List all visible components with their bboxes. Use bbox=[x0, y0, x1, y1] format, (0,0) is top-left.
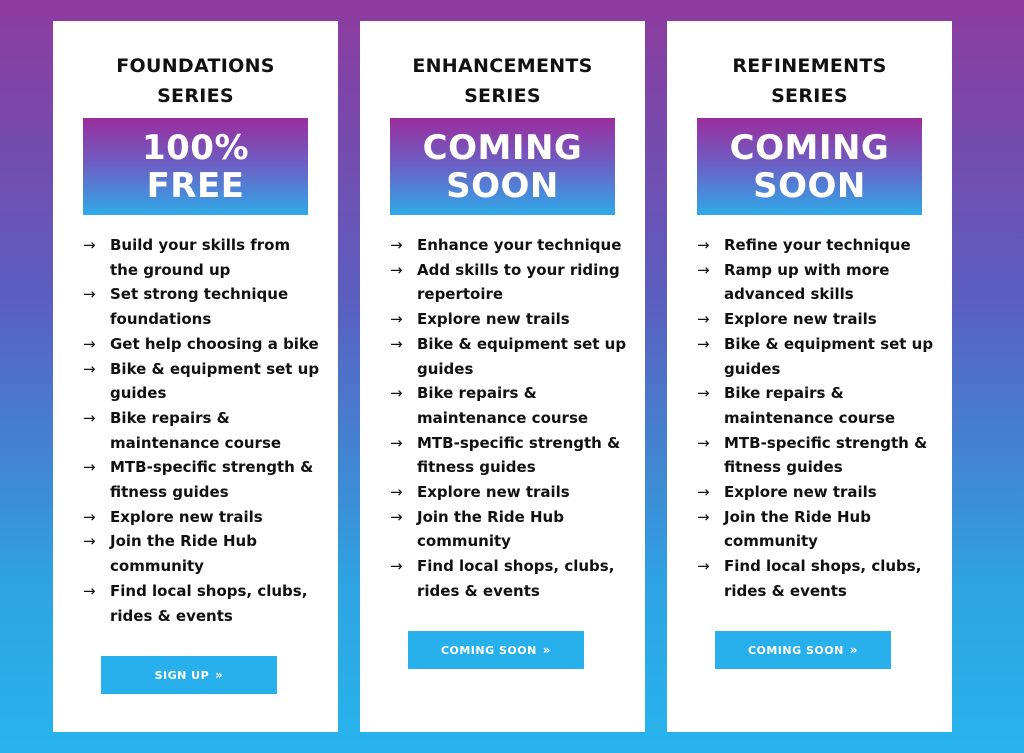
price-banner bbox=[83, 118, 308, 215]
sign-up-button[interactable]: SIGN UP » bbox=[101, 656, 277, 694]
arrow-right-icon: → bbox=[390, 236, 403, 254]
feature-item: → Explore new trails bbox=[697, 480, 937, 505]
coming-soon-banner bbox=[697, 118, 922, 215]
feature-item: → Build your skills from the ground up bbox=[83, 233, 323, 282]
feature-item: → Explore new trails bbox=[390, 480, 630, 505]
card-title-line2: SERIES bbox=[464, 85, 541, 107]
arrow-right-icon: → bbox=[390, 507, 403, 526]
double-chevron-right-icon: » bbox=[849, 643, 859, 657]
banner-line1: COMING bbox=[729, 128, 890, 168]
arrow-right-icon: → bbox=[83, 359, 96, 378]
feature-item: → Bike & equipment set up guides bbox=[83, 357, 323, 406]
arrow-right-icon: → bbox=[697, 384, 710, 403]
arrow-right-icon: → bbox=[83, 236, 96, 254]
arrow-right-icon: → bbox=[83, 458, 96, 477]
feature-item: → Find local shops, clubs, rides & events bbox=[390, 554, 630, 603]
feature-item: → Explore new trails bbox=[390, 307, 630, 332]
coming-soon-button[interactable]: COMING SOON » bbox=[715, 631, 891, 669]
feature-item: → Add skills to your riding repertoire bbox=[390, 258, 630, 307]
card-title bbox=[667, 51, 952, 111]
feature-list bbox=[697, 233, 937, 604]
feature-item: → Bike repairs & maintenance course bbox=[83, 406, 323, 455]
banner-line2: SOON bbox=[446, 166, 559, 206]
pricing-card-foundations bbox=[53, 21, 338, 732]
banner-line1: 100% bbox=[141, 128, 250, 168]
banner-line2: FREE bbox=[146, 166, 245, 206]
feature-item: → Ramp up with more advanced skills bbox=[697, 258, 937, 307]
feature-item: → Explore new trails bbox=[83, 505, 323, 530]
arrow-right-icon: → bbox=[83, 581, 96, 600]
feature-item: → Get help choosing a bike bbox=[83, 332, 323, 357]
card-title bbox=[360, 51, 645, 111]
feature-item: → Enhance your technique bbox=[390, 233, 630, 258]
feature-item: → Set strong technique foundations bbox=[83, 282, 323, 331]
feature-item: → Explore new trails bbox=[697, 307, 937, 332]
card-title-line1: REFINEMENTS bbox=[732, 55, 887, 77]
arrow-right-icon: → bbox=[83, 507, 96, 526]
feature-item: → Bike repairs & maintenance course bbox=[390, 381, 630, 430]
arrow-right-icon: → bbox=[697, 236, 710, 254]
card-title-line2: SERIES bbox=[157, 85, 234, 107]
arrow-right-icon: → bbox=[697, 260, 710, 279]
card-title bbox=[53, 51, 338, 111]
arrow-right-icon: → bbox=[83, 408, 96, 427]
arrow-right-icon: → bbox=[83, 285, 96, 304]
card-title-line1: ENHANCEMENTS bbox=[412, 55, 593, 77]
arrow-right-icon: → bbox=[390, 384, 403, 403]
feature-item: → Bike & equipment set up guides bbox=[697, 332, 937, 381]
arrow-right-icon: → bbox=[390, 310, 403, 329]
arrow-right-icon: → bbox=[697, 483, 710, 502]
coming-soon-button[interactable]: COMING SOON » bbox=[408, 631, 584, 669]
feature-item: → MTB-specific strength & fitness guides bbox=[697, 431, 937, 480]
arrow-right-icon: → bbox=[390, 433, 403, 452]
feature-item: → Find local shops, clubs, rides & events bbox=[83, 579, 323, 628]
card-title-line2: SERIES bbox=[771, 85, 848, 107]
feature-item: → Refine your technique bbox=[697, 233, 937, 258]
feature-item: → Join the Ride Hub community bbox=[697, 505, 937, 554]
arrow-right-icon: → bbox=[390, 557, 403, 576]
feature-item: → Find local shops, clubs, rides & events bbox=[697, 554, 937, 603]
arrow-right-icon: → bbox=[390, 483, 403, 502]
arrow-right-icon: → bbox=[83, 532, 96, 551]
arrow-right-icon: → bbox=[697, 433, 710, 452]
arrow-right-icon: → bbox=[697, 557, 710, 576]
pricing-card-enhancements bbox=[360, 21, 645, 732]
arrow-right-icon: → bbox=[697, 310, 710, 329]
feature-item: → Join the Ride Hub community bbox=[83, 529, 323, 578]
arrow-right-icon: → bbox=[390, 334, 403, 353]
double-chevron-right-icon: » bbox=[215, 668, 224, 682]
feature-list bbox=[390, 233, 630, 604]
banner-line1: COMING bbox=[422, 128, 583, 168]
arrow-right-icon: → bbox=[697, 507, 710, 526]
card-title-line1: FOUNDATIONS bbox=[116, 55, 275, 77]
feature-item: → Bike & equipment set up guides bbox=[390, 332, 630, 381]
feature-item: → MTB-specific strength & fitness guides bbox=[390, 431, 630, 480]
feature-item: → Bike repairs & maintenance course bbox=[697, 381, 937, 430]
feature-item: → MTB-specific strength & fitness guides bbox=[83, 455, 323, 504]
feature-list bbox=[83, 233, 323, 628]
feature-item: → Join the Ride Hub community bbox=[390, 505, 630, 554]
double-chevron-right-icon: » bbox=[542, 643, 552, 657]
arrow-right-icon: → bbox=[390, 260, 403, 279]
banner-line2: SOON bbox=[753, 166, 866, 206]
pricing-card-refinements bbox=[667, 21, 952, 732]
arrow-right-icon: → bbox=[83, 334, 96, 353]
coming-soon-banner bbox=[390, 118, 615, 215]
arrow-right-icon: → bbox=[697, 334, 710, 353]
